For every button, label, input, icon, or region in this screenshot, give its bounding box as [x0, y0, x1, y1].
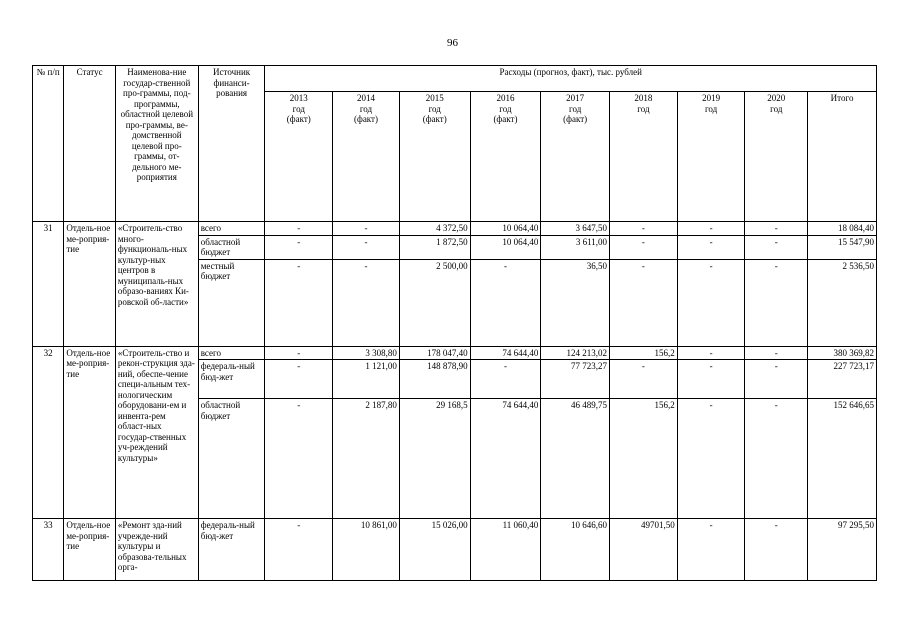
- funding-source: всего: [198, 222, 265, 236]
- year-value: 10 064,40: [470, 235, 541, 259]
- year-value: -: [745, 222, 808, 236]
- year-value: 10 646,60: [541, 519, 610, 581]
- row-number: 33: [33, 519, 64, 581]
- funding-source: областной бюджет: [198, 399, 265, 519]
- funding-source: областной бюджет: [198, 235, 265, 259]
- header-year: 2013 год (факт): [265, 92, 333, 222]
- table-row: [33, 519, 877, 581]
- year-value: 74 644,40: [470, 346, 541, 360]
- year-value: -: [677, 346, 745, 360]
- year-value: 77 723,27: [541, 360, 610, 399]
- year-value: 10 861,00: [333, 519, 400, 581]
- year-value: 156,2: [610, 346, 678, 360]
- year-value: -: [265, 519, 333, 581]
- funding-source: местный бюджет: [198, 259, 265, 346]
- year-value: -: [265, 399, 333, 519]
- budget-table: [32, 65, 877, 581]
- total-value: 18 084,40: [808, 222, 877, 236]
- year-value: 49701,50: [610, 519, 678, 581]
- year-value: -: [265, 346, 333, 360]
- year-value: -: [745, 259, 808, 346]
- row-number: 31: [33, 222, 64, 347]
- header-year: 2018 год: [610, 92, 678, 222]
- year-value: 74 644,40: [470, 399, 541, 519]
- year-value: -: [333, 235, 400, 259]
- header-num: № п/п: [33, 66, 64, 222]
- year-value: -: [610, 222, 678, 236]
- row-status: Отдель-ное ме-роприя-тие: [64, 222, 116, 347]
- year-value: -: [677, 235, 745, 259]
- year-value: -: [745, 399, 808, 519]
- row-status: Отдель-ное ме-роприя-тие: [64, 519, 116, 581]
- page-number: 96: [447, 37, 458, 49]
- year-value: 2 500,00: [399, 259, 470, 346]
- year-value: -: [333, 222, 400, 236]
- year-value: 148 878,90: [399, 360, 470, 399]
- year-value: -: [265, 235, 333, 259]
- year-value: 3 647,50: [541, 222, 610, 236]
- funding-source: всего: [198, 346, 265, 360]
- total-value: 152 646,65: [808, 399, 877, 519]
- year-value: -: [677, 222, 745, 236]
- year-value: -: [745, 346, 808, 360]
- header-total: Итого: [808, 92, 877, 222]
- year-value: -: [265, 360, 333, 399]
- year-value: 156,2: [610, 399, 678, 519]
- row-name: «Ремонт зда-ний учрежде-ний культуры и образова-тельных орга-: [115, 519, 198, 581]
- header-expenses: Расходы (прогноз, факт), тыс. рублей: [265, 66, 877, 92]
- year-value: -: [677, 259, 745, 346]
- year-value: -: [677, 519, 745, 581]
- year-value: 1 121,00: [333, 360, 400, 399]
- year-value: -: [610, 360, 678, 399]
- header-year: 2020 год: [745, 92, 808, 222]
- year-value: 36,50: [541, 259, 610, 346]
- year-value: -: [333, 259, 400, 346]
- row-number: 32: [33, 346, 64, 519]
- year-value: 3 611,00: [541, 235, 610, 259]
- year-value: 2 187,80: [333, 399, 400, 519]
- table-row: [33, 346, 877, 360]
- year-value: -: [470, 259, 541, 346]
- row-name: «Строитель-ство много-функциональ-ных культур-ных центров в муниципаль-ных образо-ваниях Ки-ровской об-ласти»: [115, 222, 198, 347]
- total-value: 15 547,90: [808, 235, 877, 259]
- year-value: -: [265, 222, 333, 236]
- header-year: 2017 год (факт): [541, 92, 610, 222]
- year-value: 4 372,50: [399, 222, 470, 236]
- year-value: 124 213,02: [541, 346, 610, 360]
- total-value: 227 723,17: [808, 360, 877, 399]
- year-value: 29 168,5: [399, 399, 470, 519]
- header-year: 2014 год (факт): [333, 92, 400, 222]
- year-value: 11 060,40: [470, 519, 541, 581]
- total-value: 2 536,50: [808, 259, 877, 346]
- year-value: -: [677, 360, 745, 399]
- row-status: Отдель-ное ме-роприя-тие: [64, 346, 116, 519]
- year-value: -: [470, 360, 541, 399]
- funding-source: федераль-ный бюд-жет: [198, 360, 265, 399]
- year-value: 15 026,00: [399, 519, 470, 581]
- year-value: -: [745, 360, 808, 399]
- header-name: Наименова-ние государ-ственной про-граммы, под-программы, областной целевой про-граммы, ве-домственной целевой про-граммы, от-дельного ме-роприятия: [115, 66, 198, 222]
- header-year: 2019 год: [677, 92, 745, 222]
- table-row: [33, 222, 877, 236]
- header-source: Источник финанси-рования: [198, 66, 265, 222]
- year-value: 3 308,80: [333, 346, 400, 360]
- total-value: 380 369,82: [808, 346, 877, 360]
- year-value: 1 872,50: [399, 235, 470, 259]
- header-year: 2016 год (факт): [470, 92, 541, 222]
- year-value: -: [610, 235, 678, 259]
- year-value: -: [745, 235, 808, 259]
- year-value: 10 064,40: [470, 222, 541, 236]
- year-value: -: [610, 259, 678, 346]
- year-value: -: [745, 519, 808, 581]
- row-name: «Строитель-ство и рекон-струкция зда-ний, обеспе-чение специ-альным тех-нологическим оборудовани-ем и инвента-рем област-ных государ-ственных уч-реждений культуры»: [115, 346, 198, 519]
- year-value: -: [265, 259, 333, 346]
- year-value: 46 489,75: [541, 399, 610, 519]
- header-year: 2015 год (факт): [399, 92, 470, 222]
- header-status: Статус: [64, 66, 116, 222]
- year-value: 178 047,40: [399, 346, 470, 360]
- year-value: -: [677, 399, 745, 519]
- funding-source: федераль-ный бюд-жет: [198, 519, 265, 581]
- total-value: 97 295,50: [808, 519, 877, 581]
